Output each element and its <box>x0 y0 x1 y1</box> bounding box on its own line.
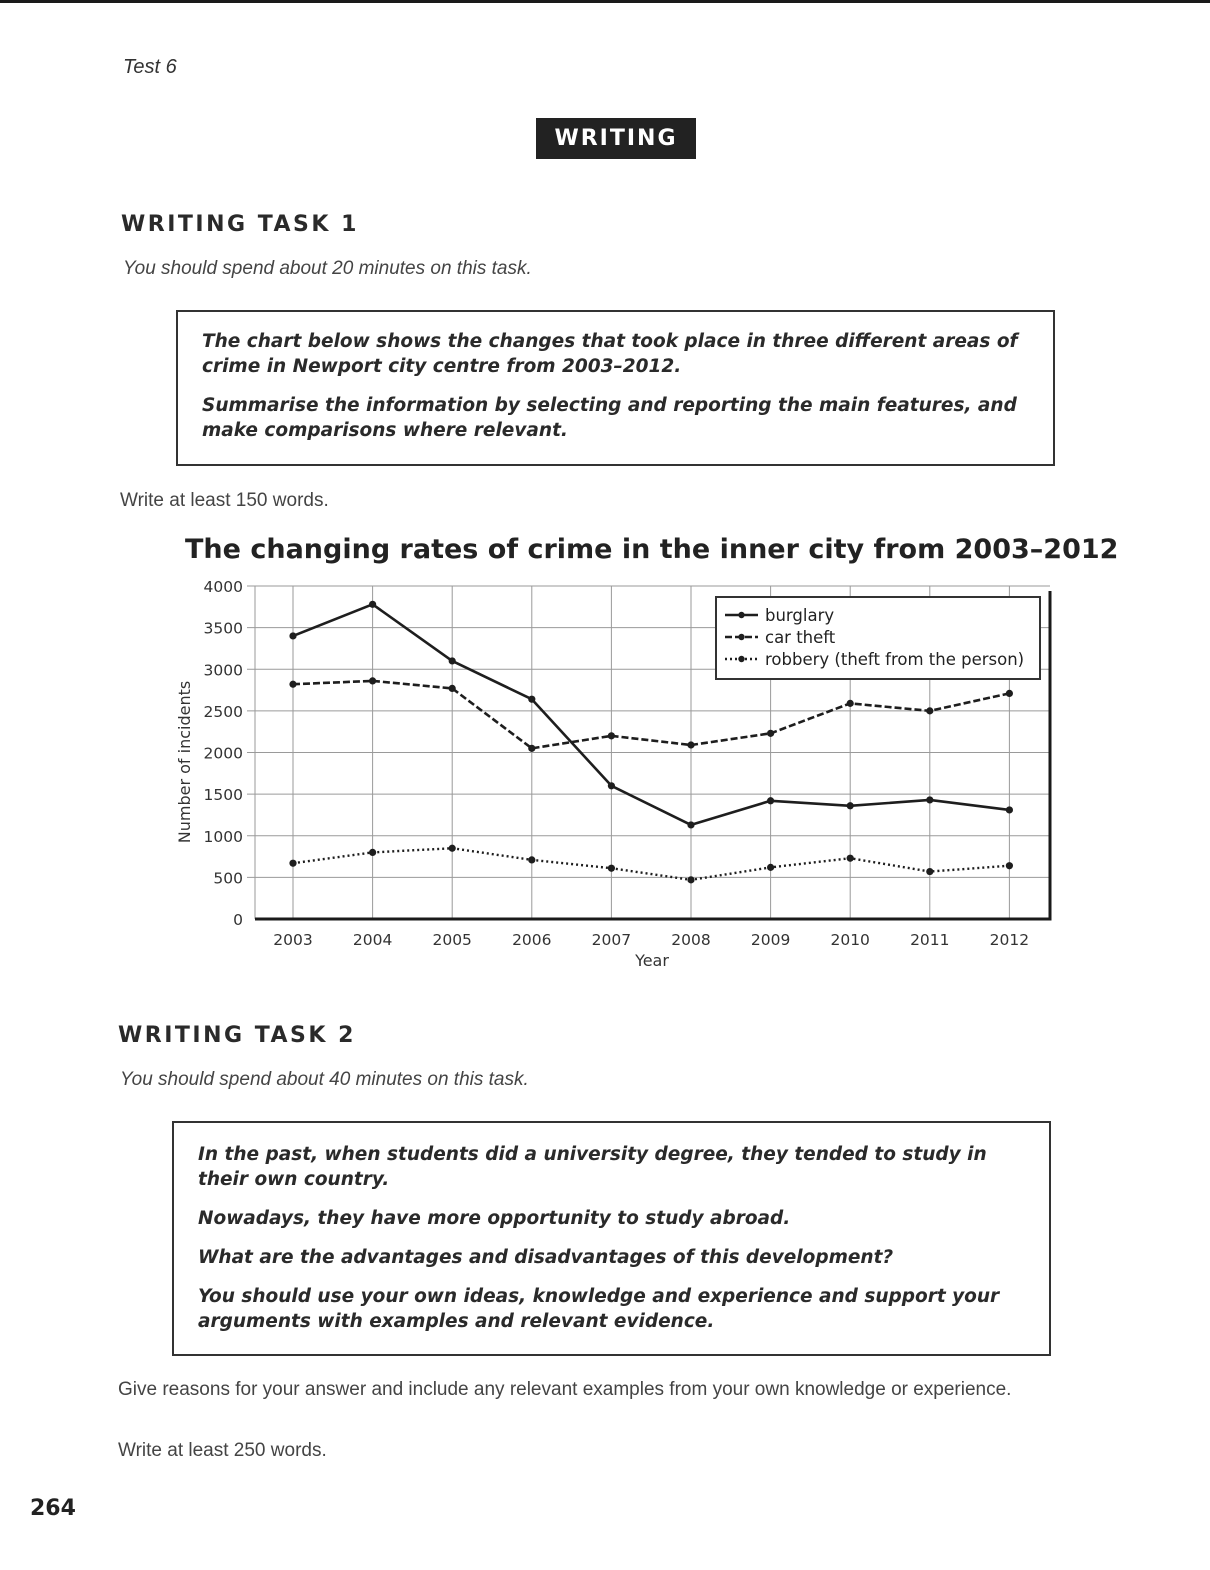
series-line-car <box>293 681 1009 748</box>
y-tick-label: 1500 <box>203 786 243 805</box>
x-tick-label: 2006 <box>512 931 552 949</box>
test-label: Test 6 <box>123 56 177 78</box>
x-tick-label: 2005 <box>432 931 472 949</box>
legend-label: robbery (theft from the person) <box>765 650 1025 669</box>
chart-legend <box>716 597 1040 679</box>
data-point <box>369 677 376 684</box>
data-point <box>926 796 933 803</box>
data-point <box>449 657 456 664</box>
task1-time-note: You should spend about 20 minutes on this task. <box>123 258 532 279</box>
x-axis-title: Year <box>635 951 669 970</box>
x-tick-label: 2012 <box>989 931 1030 949</box>
task2-word-count: Write at least 250 words. <box>118 1440 327 1461</box>
data-point <box>528 696 535 703</box>
y-tick-label: 0 <box>233 911 243 929</box>
task2-prompt-paragraph: What are the advantages and disadvantages of this development? <box>198 1247 894 1268</box>
data-point <box>687 741 694 748</box>
y-tick-label: 3000 <box>203 661 243 680</box>
task1-prompt-paragraph: The chart below shows the changes that took place in three different areas of crime in Newport city centre from 2003–2012. <box>202 331 1018 377</box>
data-point <box>847 700 854 707</box>
data-point <box>687 876 694 883</box>
data-point <box>767 730 774 737</box>
data-point <box>608 782 615 789</box>
x-tick-label: 2007 <box>591 931 632 949</box>
task1-word-count: Write at least 150 words. <box>120 490 329 511</box>
data-point <box>847 855 854 862</box>
data-point <box>1006 806 1013 813</box>
x-tick-label: 2003 <box>273 931 313 949</box>
data-point <box>687 821 694 828</box>
x-tick-label: 2010 <box>830 931 870 949</box>
task2-prompt-paragraph: In the past, when students did a university degree, they tended to study in their own country. <box>198 1144 987 1190</box>
chart-title: The changing rates of crime in the inner city from 2003–2012 <box>185 534 1119 565</box>
data-point <box>767 864 774 871</box>
legend-label: car theft <box>765 628 836 647</box>
section-banner: WRITING <box>536 118 696 159</box>
data-point <box>289 860 296 867</box>
data-point <box>767 797 774 804</box>
data-point <box>926 707 933 714</box>
y-axis-title: Number of incidents <box>175 680 194 844</box>
data-point <box>608 865 615 872</box>
data-point <box>608 732 615 739</box>
legend-marker <box>738 634 744 640</box>
legend-marker <box>738 612 744 618</box>
task2-heading: WRITING TASK 2 <box>118 1023 356 1048</box>
data-point <box>847 802 854 809</box>
task2-prompt-paragraph: Nowadays, they have more opportunity to study abroad. <box>198 1208 791 1229</box>
y-tick-label: 500 <box>213 869 243 888</box>
data-point <box>369 601 376 608</box>
task2-time-note: You should spend about 40 minutes on this task. <box>120 1069 529 1090</box>
page-number: 264 <box>30 1496 76 1521</box>
data-point <box>289 632 296 639</box>
data-point <box>449 685 456 692</box>
series-line-robbery <box>293 848 1009 880</box>
x-tick-label: 2004 <box>352 931 393 949</box>
y-tick-label: 1000 <box>203 827 243 846</box>
data-point <box>528 856 535 863</box>
task1-prompt-paragraph: Summarise the information by selecting and reporting the main features, and make comparisons where relevant. <box>202 395 1017 441</box>
y-tick-label: 2000 <box>203 744 243 763</box>
data-point <box>369 849 376 856</box>
y-tick-label: 2500 <box>203 702 243 721</box>
y-tick-label: 4000 <box>203 578 243 596</box>
y-tick-label: 3500 <box>203 619 243 638</box>
task2-reasons-note: Give reasons for your answer and include any relevant examples from your own knowledge or experience. <box>118 1379 1012 1400</box>
data-point <box>449 845 456 852</box>
legend-label: burglary <box>765 606 835 625</box>
x-tick-label: 2009 <box>750 931 791 949</box>
x-tick-label: 2008 <box>671 931 711 949</box>
task2-prompt-box <box>172 1121 1051 1356</box>
data-point <box>289 681 296 688</box>
legend-marker <box>738 656 744 662</box>
x-tick-label: 2011 <box>910 931 950 949</box>
data-point <box>1006 862 1013 869</box>
task2-prompt-paragraph: You should use your own ideas, knowledge and experience and support your arguments with examples and relevant evidence. <box>198 1286 1000 1332</box>
data-point <box>926 868 933 875</box>
data-point <box>1006 690 1013 697</box>
data-point <box>528 745 535 752</box>
task1-heading: WRITING TASK 1 <box>121 212 359 237</box>
